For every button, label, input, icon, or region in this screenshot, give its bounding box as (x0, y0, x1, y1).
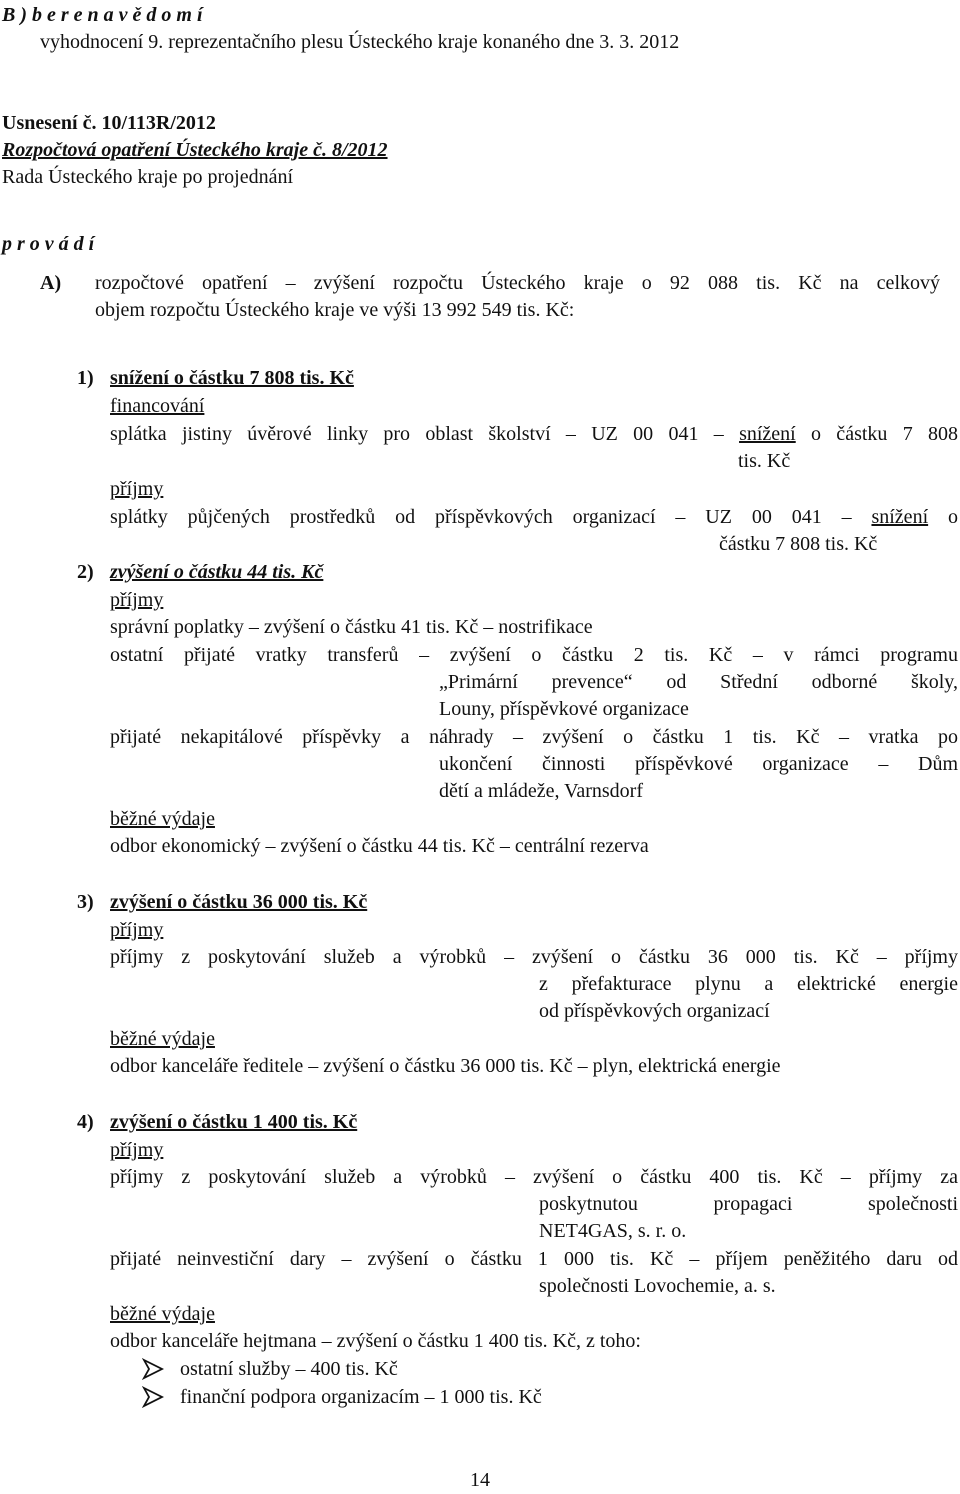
s2-row2-cont2: Louny, příspěvkové organizace (439, 698, 689, 720)
s1-row1-cont: tis. Kč (738, 450, 791, 472)
s4-row2: přijaté neinvestiční dary – zvýšení o částku 1 000 tis. Kč – příjem peněžitého daru od (110, 1248, 958, 1270)
bullet-arrow-icon (142, 1386, 166, 1408)
section-b-text: vyhodnocení 9. reprezentačního plesu Ústeckého kraje konaného dne 3. 3. 2012 (40, 31, 680, 53)
s2-heading: zvýšení o částku 44 tis. Kč (110, 561, 324, 583)
s1-category-financing: financování (110, 395, 205, 417)
s2-row2-cont1: „Primární prevence“ od Střední odborné školy, (439, 671, 958, 693)
resolution-number: Usnesení č. 10/113R/2012 (2, 112, 216, 134)
s4-category-income: příjmy (110, 1139, 164, 1161)
s4-category-expenses: běžné výdaje (110, 1303, 215, 1325)
s4-row2-cont: společnosti Lovochemie, a. s. (539, 1275, 776, 1297)
s2-row3-cont2: dětí a mládeže, Varnsdorf (439, 780, 643, 802)
s2-row1: správní poplatky – zvýšení o částku 41 tis. Kč – nostrifikace (110, 616, 593, 638)
s2-category-income: příjmy (110, 589, 164, 611)
s3-heading: zvýšení o částku 36 000 tis. Kč (110, 891, 368, 913)
s1-row2-text: splátky půjčených prostředků od příspěvkových organizací – UZ 00 041 – (110, 506, 852, 528)
s1-row1-text: splátka jistiny úvěrové linky pro oblast školství – UZ 00 041 – (110, 423, 724, 445)
s1-row2-cont: částku 7 808 tis. Kč (719, 533, 878, 555)
item-a-line1: rozpočtové opatření – zvýšení rozpočtu Ústeckého kraje o 92 088 tis. Kč na celkový (95, 272, 940, 294)
resolution-intro: Rada Ústeckého kraje po projednání (2, 166, 294, 188)
bullet-arrow-icon (142, 1358, 166, 1380)
s1-row2-reduction: snížení (871, 506, 929, 528)
s4-row1: příjmy z poskytování služeb a výrobků – zvýšení o částku 400 tis. Kč – příjmy za (110, 1166, 958, 1188)
s4-row1-cont1: poskytnutou propagaci společnosti (539, 1193, 958, 1215)
s4-bullet-2: finanční podpora organizacím – 1 000 tis. Kč (180, 1386, 542, 1408)
resolution-title: Rozpočtová opatření Ústeckého kraje č. 8/2012 (2, 139, 388, 161)
s2-row2: ostatní přijaté vratky transferů – zvýšení o částku 2 tis. Kč – v rámci programu (110, 644, 958, 666)
page-number: 14 (470, 1469, 490, 1491)
s3-row1: příjmy z poskytování služeb a výrobků – zvýšení o částku 36 000 tis. Kč – příjmy (110, 946, 958, 968)
item-a-label: A) (40, 272, 62, 294)
section-b-heading: B ) b e r e n a v ě d o m í (2, 4, 203, 26)
s1-row2-amount: o (948, 506, 958, 528)
s2-row3-cont1: ukončení činnosti příspěvkové organizace – Dům (439, 753, 958, 775)
s4-row3: odbor kanceláře hejtmana – zvýšení o částku 1 400 tis. Kč, z toho: (110, 1330, 641, 1352)
s1-row1 (110, 421, 958, 448)
s1-row1-reduction: snížení (739, 423, 796, 445)
s4-bullet-1: ostatní služby – 400 tis. Kč (180, 1358, 398, 1380)
s4-heading: zvýšení o částku 1 400 tis. Kč (110, 1111, 358, 1133)
s1-row2 (110, 504, 958, 531)
s2-number: 2) (77, 561, 94, 583)
s2-row3: přijaté nekapitálové příspěvky a náhrady – zvýšení o částku 1 tis. Kč – vratka po (110, 726, 958, 748)
resolution-verb: p r o v á d í (2, 233, 95, 255)
s1-heading: snížení o částku 7 808 tis. Kč (110, 367, 354, 389)
s3-row2: odbor kanceláře ředitele – zvýšení o částku 36 000 tis. Kč – plyn, elektrická energie (110, 1055, 781, 1077)
s4-number: 4) (77, 1111, 94, 1133)
s3-category-income: příjmy (110, 919, 164, 941)
s3-number: 3) (77, 891, 94, 913)
s1-row1-amount: o částku 7 808 (811, 423, 958, 445)
s4-row1-cont2: NET4GAS, s. r. o. (539, 1220, 687, 1242)
s3-row1-cont1: z přefakturace plynu a elektrické energie (539, 973, 958, 995)
s2-row4: odbor ekonomický – zvýšení o částku 44 tis. Kč – centrální rezerva (110, 835, 649, 857)
s3-row1-cont2: od příspěvkových organizací (539, 1000, 770, 1022)
item-a-line2: objem rozpočtu Ústeckého kraje ve výši 13 992 549 tis. Kč: (95, 299, 575, 321)
s3-category-expenses: běžné výdaje (110, 1028, 215, 1050)
s1-category-income: příjmy (110, 478, 164, 500)
s1-number: 1) (77, 367, 94, 389)
s2-category-expenses: běžné výdaje (110, 808, 215, 830)
